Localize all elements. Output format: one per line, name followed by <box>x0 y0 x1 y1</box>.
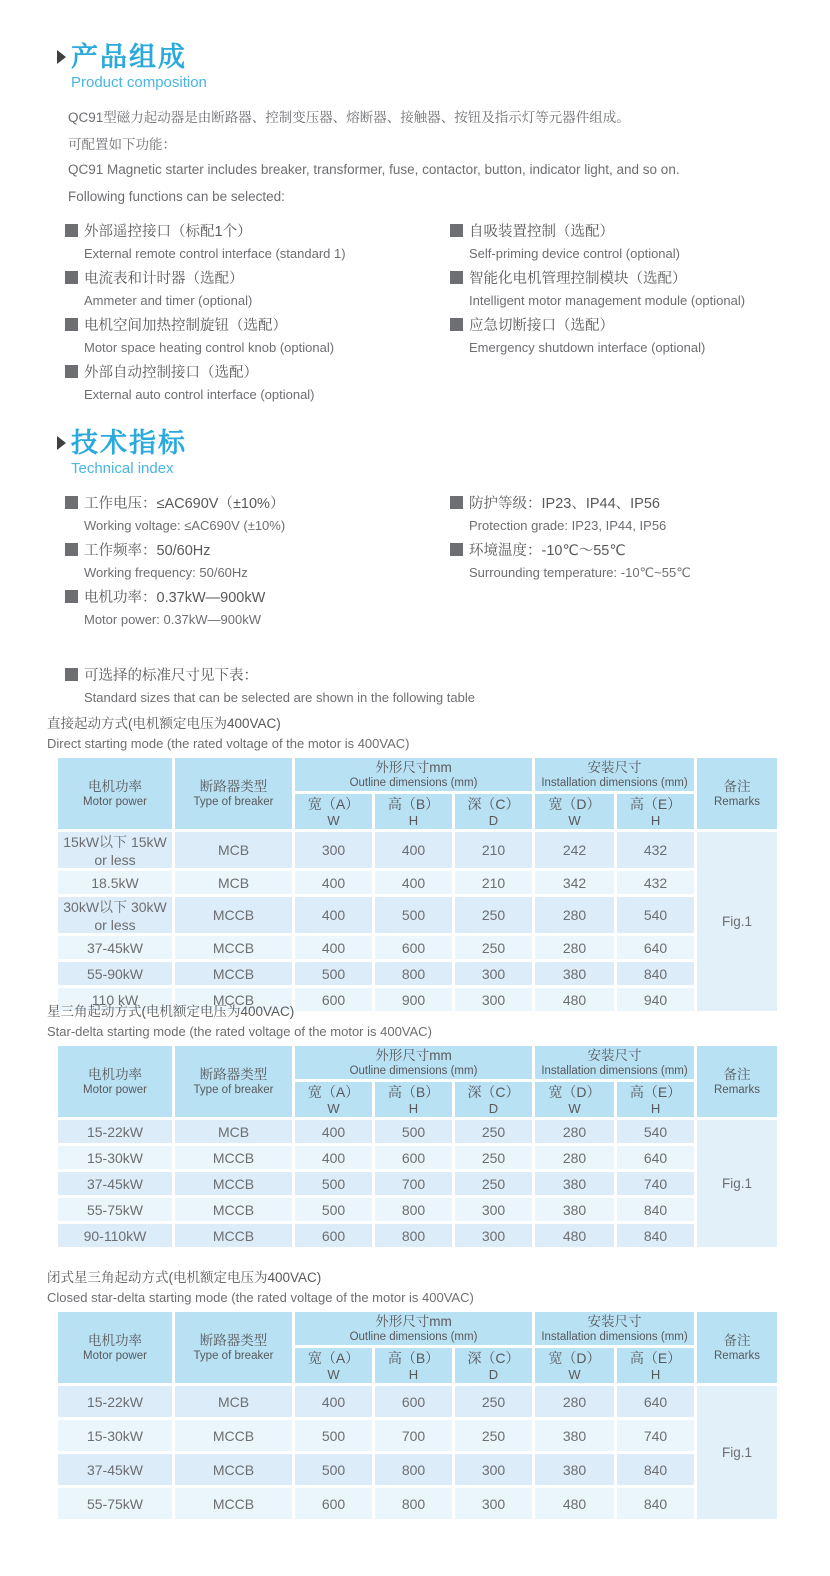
table-cell: MCCB <box>174 987 294 1013</box>
item-label-zh: 环境温度：-10℃～55℃ <box>469 542 626 559</box>
list-item <box>450 490 810 537</box>
item-label-zh: 防护等级：IP23、IP44、IP56 <box>469 495 660 512</box>
section-title-en: Product composition <box>71 74 207 91</box>
item-line-zh <box>450 218 810 242</box>
item-line-zh <box>450 490 810 514</box>
table-cell: 55-75kW <box>57 1197 174 1223</box>
table-cell: MCCB <box>174 935 294 961</box>
table-row <box>57 935 779 961</box>
table-cell: 432 <box>616 870 696 896</box>
sub-header-dimension: 深（C） D <box>454 1347 534 1385</box>
table-cell: 500 <box>374 1119 454 1145</box>
table-cell: 210 <box>454 831 534 870</box>
tech-list-right <box>450 490 810 631</box>
item-label-zh: 外部自动控制接口（选配） <box>84 364 258 381</box>
bullet-square-icon <box>65 668 78 681</box>
item-label-en: Motor power: 0.37kW—900kW <box>84 612 262 627</box>
table-title-en: Closed star-delta starting mode (the rated voltage of the motor is 400VAC) <box>47 1290 474 1305</box>
composition-paragraph-zh: QC91型磁力起动器是由断路器、控制变压器、熔断器、接触器、按钮及指示灯等元器件组成。 <box>68 109 630 125</box>
item-label-en: External remote control interface (standard 1) <box>84 246 346 261</box>
group-header-installation-dimensions: 安装尺寸 Installation dimensions (mm) <box>534 1045 696 1081</box>
item-label-zh: 工作电压：≤AC690V（±10%） <box>84 495 285 512</box>
table-cell: 432 <box>616 831 696 870</box>
col-header-motor-power: 电机功率 Motor power <box>57 1045 174 1119</box>
item-label-zh: 电流表和计时器（选配） <box>84 270 244 287</box>
table-cell: 400 <box>294 896 374 935</box>
table-cell: 500 <box>294 1171 374 1197</box>
table-cell: 800 <box>374 1223 454 1249</box>
table-cell: MCCB <box>174 896 294 935</box>
feature-list-left <box>65 218 450 406</box>
table-cell: 480 <box>534 1487 616 1521</box>
bullet-square-icon <box>450 224 463 237</box>
table-cell: 900 <box>374 987 454 1013</box>
list-item <box>450 537 810 584</box>
bullet-square-icon <box>65 590 78 603</box>
table-cell: 380 <box>534 1453 616 1487</box>
table-row <box>57 1487 779 1521</box>
sub-header-dimension: 高（B） H <box>374 793 454 831</box>
col-header-breaker-type: 断路器类型 Type of breaker <box>174 1045 294 1119</box>
composition-paragraph-en: QC91 Magnetic starter includes breaker, transformer, fuse, contactor, button, indicator light, and so on. <box>68 162 680 177</box>
col-header-breaker-type: 断路器类型 Type of breaker <box>174 757 294 831</box>
group-header-outline-dimensions: 外形尺寸mm Outline dimensions (mm) <box>294 1311 534 1347</box>
table-container <box>0 755 830 1014</box>
table-block-closed-star-delta <box>0 1268 830 1522</box>
section-technical-index <box>0 428 830 631</box>
section-title-zh: 技术指标 <box>71 428 187 458</box>
table-title-zh: 闭式星三角起动方式(电机额定电压为400VAC) <box>47 1270 322 1285</box>
item-label-en: External auto control interface (optional) <box>84 387 315 402</box>
bullet-square-icon <box>65 365 78 378</box>
bullet-square-icon <box>65 224 78 237</box>
feature-list-right <box>450 218 810 406</box>
sub-header-dimension: 宽（A） W <box>294 793 374 831</box>
table-cell: 540 <box>616 1119 696 1145</box>
table-cell: 840 <box>616 1197 696 1223</box>
tech-list-left <box>65 490 450 631</box>
table-row <box>57 1223 779 1249</box>
table-cell: 280 <box>534 1145 616 1171</box>
col-header-remarks: 备注 Remarks <box>696 1045 779 1119</box>
table-title-zh: 星三角起动方式(电机额定电压为400VAC) <box>47 1004 295 1019</box>
sub-header-dimension: 宽（A） W <box>294 1347 374 1385</box>
table-cell: MCCB <box>174 961 294 987</box>
table-cell: 400 <box>294 1119 374 1145</box>
table-cell: 640 <box>616 1385 696 1419</box>
sub-header-dimension: 高（E） H <box>616 1347 696 1385</box>
item-label-en: Working voltage: ≤AC690V (±10%) <box>84 518 286 533</box>
sub-header-dimension: 高（B） H <box>374 1347 454 1385</box>
sub-header-dimension: 高（E） H <box>616 793 696 831</box>
list-item <box>450 265 810 312</box>
table-cell: 280 <box>534 935 616 961</box>
item-label-zh: 外部遥控接口（标配1个） <box>84 223 252 240</box>
item-line-zh <box>450 312 810 336</box>
table-cell: 250 <box>454 935 534 961</box>
table-cell: MCCB <box>174 1223 294 1249</box>
bullet-square-icon <box>65 271 78 284</box>
table-cell: MCB <box>174 1385 294 1419</box>
table-cell: 90-110kW <box>57 1223 174 1249</box>
list-item <box>65 265 450 312</box>
table-row <box>57 961 779 987</box>
col-header-remarks: 备注 Remarks <box>696 1311 779 1385</box>
table-cell: 300 <box>454 987 534 1013</box>
table-cell: 800 <box>374 1197 454 1223</box>
remarks-cell: Fig.1 <box>696 831 779 1013</box>
item-label-en: Protection grade: IP23, IP44, IP56 <box>469 518 667 533</box>
table-cell: 400 <box>294 1145 374 1171</box>
item-line-zh <box>65 537 450 561</box>
item-label-zh: 可选择的标准尺寸见下表： <box>84 667 258 684</box>
table-cell: 840 <box>616 1223 696 1249</box>
col-header-motor-power: 电机功率 Motor power <box>57 757 174 831</box>
table-cell: 400 <box>374 831 454 870</box>
composition-paragraph-zh2: 可配置如下功能： <box>68 136 176 152</box>
table-cell: 250 <box>454 1419 534 1453</box>
table-container <box>0 1309 830 1522</box>
table-cell: 500 <box>374 896 454 935</box>
item-label-zh: 电机空间加热控制旋钮（选配） <box>84 317 287 334</box>
table-cell: 37-45kW <box>57 1171 174 1197</box>
item-label-zh: 应急切断接口（选配） <box>469 317 614 334</box>
table-cell: 600 <box>374 1385 454 1419</box>
table-row <box>57 1419 779 1453</box>
table-cell: 940 <box>616 987 696 1013</box>
table-cell: 600 <box>294 1223 374 1249</box>
table-cell: 500 <box>294 1197 374 1223</box>
col-header-breaker-type: 断路器类型 Type of breaker <box>174 1311 294 1385</box>
table-cell: 342 <box>534 870 616 896</box>
table-cell: 800 <box>374 1487 454 1521</box>
table-cell: MCCB <box>174 1171 294 1197</box>
sub-header-dimension: 宽（D） W <box>534 793 616 831</box>
list-item <box>65 359 450 406</box>
table-cell: 37-45kW <box>57 1453 174 1487</box>
item-label-zh: 电机功率：0.37kW—900kW <box>84 589 266 606</box>
table-cell: 300 <box>454 1487 534 1521</box>
table-cell: 250 <box>454 1171 534 1197</box>
table-cell: 840 <box>616 1487 696 1521</box>
table-cell: MCB <box>174 870 294 896</box>
item-line-zh <box>65 662 785 686</box>
table-cell: 500 <box>294 1419 374 1453</box>
table-cell: 380 <box>534 1419 616 1453</box>
item-line-zh <box>65 584 450 608</box>
table-cell: 540 <box>616 896 696 935</box>
table-cell: 800 <box>374 961 454 987</box>
col-header-remarks: 备注 Remarks <box>696 757 779 831</box>
sub-header-dimension: 宽（D） W <box>534 1081 616 1119</box>
sizes-note-item <box>65 662 785 709</box>
sub-header-dimension: 深（C） D <box>454 1081 534 1119</box>
table-cell: 600 <box>294 987 374 1013</box>
group-header-outline-dimensions: 外形尺寸mm Outline dimensions (mm) <box>294 757 534 793</box>
table-cell: 700 <box>374 1171 454 1197</box>
sub-header-dimension: 高（E） H <box>616 1081 696 1119</box>
table-cell: 15-30kW <box>57 1145 174 1171</box>
group-header-outline-dimensions: 外形尺寸mm Outline dimensions (mm) <box>294 1045 534 1081</box>
table-cell: MCCB <box>174 1197 294 1223</box>
table-cell: 500 <box>294 1453 374 1487</box>
table-cell: 15-22kW <box>57 1385 174 1419</box>
item-line-zh <box>65 218 450 242</box>
remarks-cell: Fig.1 <box>696 1119 779 1249</box>
table-cell: 55-90kW <box>57 961 174 987</box>
table-cell: 480 <box>534 987 616 1013</box>
table-cell: 242 <box>534 831 616 870</box>
section-marker-icon <box>57 436 66 450</box>
table-row <box>57 1385 779 1419</box>
table-cell: MCB <box>174 831 294 870</box>
table-cell: 300 <box>454 1197 534 1223</box>
dimensions-table <box>55 755 780 1014</box>
table-cell: 840 <box>616 1453 696 1487</box>
col-header-motor-power: 电机功率 Motor power <box>57 1311 174 1385</box>
item-label-en: Motor space heating control knob (optional) <box>84 340 335 355</box>
table-cell: 280 <box>534 896 616 935</box>
table-cell: 250 <box>454 896 534 935</box>
item-line-zh <box>450 537 810 561</box>
table-cell: 400 <box>294 870 374 896</box>
bullet-square-icon <box>450 271 463 284</box>
table-cell: 280 <box>534 1119 616 1145</box>
table-cell: 280 <box>534 1385 616 1419</box>
table-cell: 400 <box>294 1385 374 1419</box>
table-row <box>57 896 779 935</box>
table-cell: 380 <box>534 1197 616 1223</box>
table-cell: 480 <box>534 1223 616 1249</box>
item-label-zh: 自吸装置控制（选配） <box>469 223 614 240</box>
bullet-square-icon <box>450 543 463 556</box>
table-cell: 380 <box>534 961 616 987</box>
table-cell: 210 <box>454 870 534 896</box>
section-marker-icon <box>57 50 66 64</box>
list-item <box>65 312 450 359</box>
bullet-square-icon <box>65 318 78 331</box>
table-cell: 15kW以下 15kW or less <box>57 831 174 870</box>
table-cell: 640 <box>616 935 696 961</box>
table-row <box>57 1171 779 1197</box>
item-label-en: Ammeter and timer (optional) <box>84 293 253 308</box>
table-cell: MCCB <box>174 1453 294 1487</box>
table-row <box>57 870 779 896</box>
table-cell: 740 <box>616 1419 696 1453</box>
bullet-square-icon <box>450 318 463 331</box>
list-item <box>65 662 785 709</box>
bullet-square-icon <box>65 496 78 509</box>
item-line-zh <box>450 265 810 289</box>
table-cell: 600 <box>374 1145 454 1171</box>
section-title-en: Technical index <box>71 460 174 477</box>
table-cell: 110 kW <box>57 987 174 1013</box>
table-cell: 400 <box>374 870 454 896</box>
table-cell: 30kW以下 30kW or less <box>57 896 174 935</box>
item-line-zh <box>65 312 450 336</box>
item-line-zh <box>65 265 450 289</box>
table-cell: MCB <box>174 1119 294 1145</box>
dimensions-table <box>55 1043 780 1250</box>
item-label-zh: 智能化电机管理控制模块（选配） <box>469 270 687 287</box>
table-cell: 300 <box>454 1223 534 1249</box>
list-item <box>450 312 810 359</box>
table-cell: 37-45kW <box>57 935 174 961</box>
list-item <box>65 490 450 537</box>
item-label-zh: 工作频率：50/60Hz <box>84 542 211 559</box>
table-cell: 55-75kW <box>57 1487 174 1521</box>
table-cell: 640 <box>616 1145 696 1171</box>
table-cell: 400 <box>294 935 374 961</box>
table-cell: MCCB <box>174 1487 294 1521</box>
group-header-installation-dimensions: 安装尺寸 Installation dimensions (mm) <box>534 757 696 793</box>
section-product-composition <box>0 42 830 406</box>
table-title-en: Star-delta starting mode (the rated voltage of the motor is 400VAC) <box>47 1024 432 1039</box>
table-cell: 300 <box>454 1453 534 1487</box>
sub-header-dimension: 深（C） D <box>454 793 534 831</box>
bullet-square-icon <box>65 543 78 556</box>
table-cell: 15-30kW <box>57 1419 174 1453</box>
table-cell: MCCB <box>174 1145 294 1171</box>
list-item <box>65 218 450 265</box>
table-cell: 250 <box>454 1145 534 1171</box>
table-cell: 840 <box>616 961 696 987</box>
table-cell: 600 <box>374 935 454 961</box>
dimensions-table <box>55 1309 780 1522</box>
table-row <box>57 1119 779 1145</box>
sub-header-dimension: 宽（A） W <box>294 1081 374 1119</box>
composition-paragraph-en2: Following functions can be selected: <box>68 189 285 204</box>
item-line-zh <box>65 490 450 514</box>
list-item <box>65 584 450 631</box>
item-label-en: Self-priming device control (optional) <box>469 246 680 261</box>
bullet-square-icon <box>450 496 463 509</box>
item-label-en: Intelligent motor management module (optional) <box>469 293 746 308</box>
sub-header-dimension: 高（B） H <box>374 1081 454 1119</box>
table-cell: 300 <box>454 961 534 987</box>
table-cell: MCCB <box>174 1419 294 1453</box>
table-cell: 600 <box>294 1487 374 1521</box>
item-label-en: Emergency shutdown interface (optional) <box>469 340 706 355</box>
list-item <box>450 218 810 265</box>
table-title-en: Direct starting mode (the rated voltage of the motor is 400VAC) <box>47 736 410 751</box>
table-row <box>57 1197 779 1223</box>
list-item <box>65 537 450 584</box>
table-container <box>0 1043 830 1250</box>
item-line-zh <box>65 359 450 383</box>
table-cell: 250 <box>454 1385 534 1419</box>
table-cell: 500 <box>294 961 374 987</box>
table-cell: 700 <box>374 1419 454 1453</box>
table-cell: 300 <box>294 831 374 870</box>
table-cell: 250 <box>454 1119 534 1145</box>
sub-header-dimension: 宽（D） W <box>534 1347 616 1385</box>
standard-sizes-note <box>0 662 830 709</box>
table-cell: 18.5kW <box>57 870 174 896</box>
table-cell: 740 <box>616 1171 696 1197</box>
table-block-star-delta <box>0 1002 830 1250</box>
table-cell: 800 <box>374 1453 454 1487</box>
item-label-en: Surrounding temperature: -10℃~55℃ <box>469 564 691 580</box>
table-cell: 15-22kW <box>57 1119 174 1145</box>
section-title-zh: 产品组成 <box>71 42 187 72</box>
group-header-installation-dimensions: 安装尺寸 Installation dimensions (mm) <box>534 1311 696 1347</box>
table-row <box>57 1453 779 1487</box>
table-row <box>57 831 779 870</box>
remarks-cell: Fig.1 <box>696 1385 779 1521</box>
table-row <box>57 1145 779 1171</box>
table-block-direct-starting <box>0 714 830 1014</box>
table-title-zh: 直接起动方式(电机额定电压为400VAC) <box>47 716 281 731</box>
table-cell: 380 <box>534 1171 616 1197</box>
item-label-en: Standard sizes that can be selected are shown in the following table <box>84 690 475 705</box>
item-label-en: Working frequency: 50/60Hz <box>84 565 248 580</box>
